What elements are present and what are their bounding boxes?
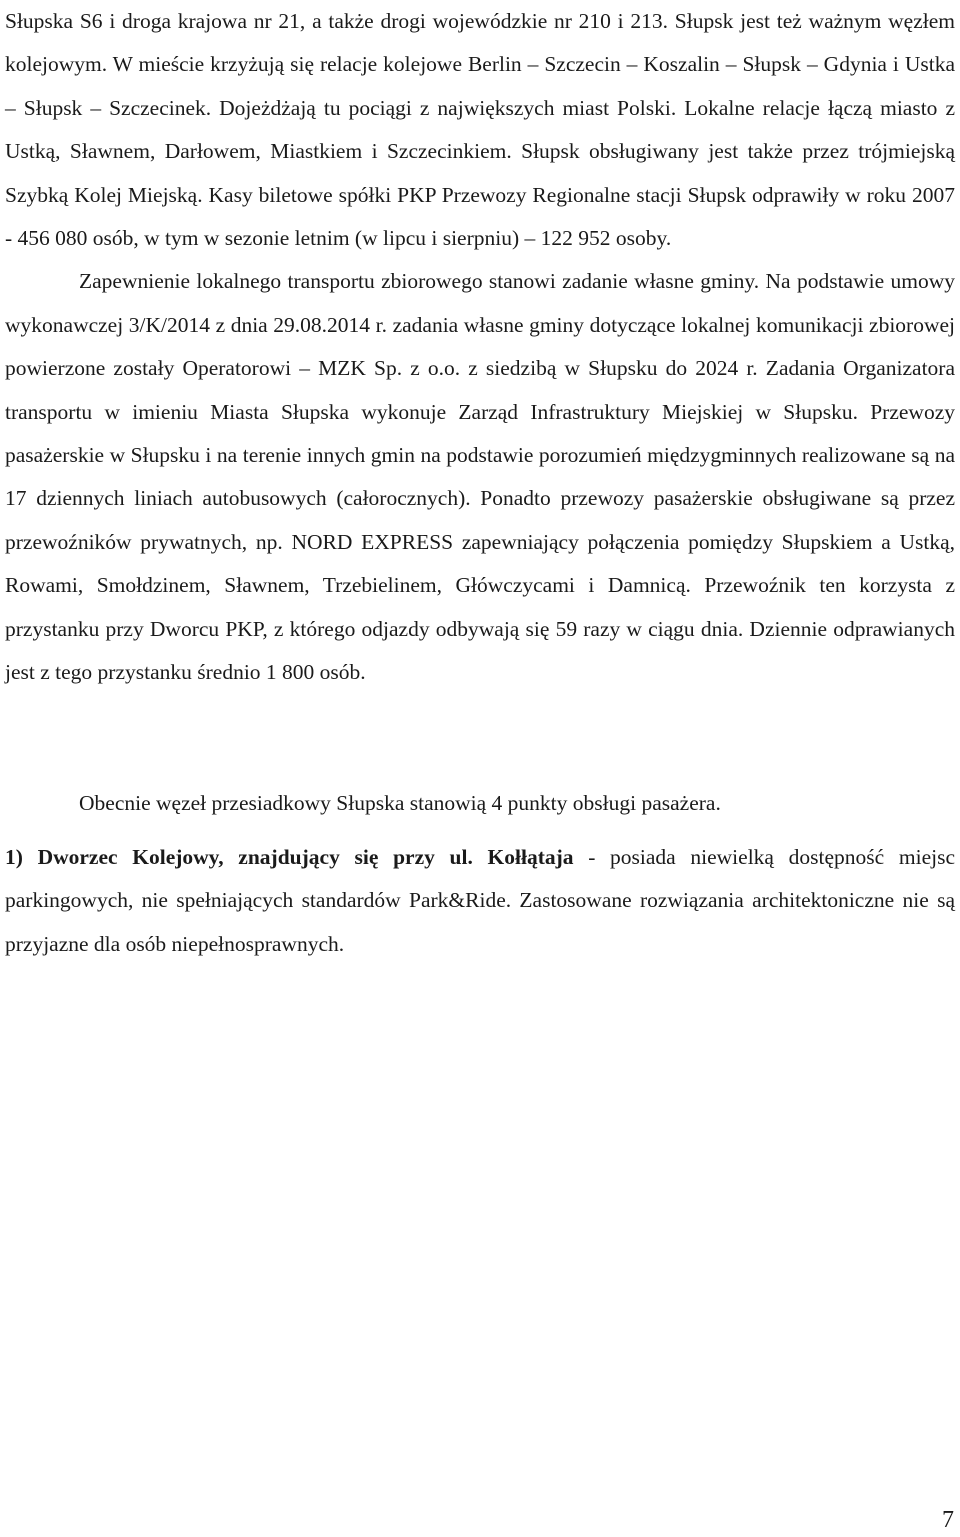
paragraph-spacer: [5, 695, 955, 782]
document-page: [5, 0, 955, 966]
list-item-railway-station: [5, 836, 955, 966]
list-item-text: - posiada niewielką dostępność miejsc parkingowych, nie spełniających standardów Park&Ride. Zastosowane rozwiązania architektoniczne nie są przyjazne dla osób niepełnosprawnych.: [5, 844, 955, 956]
paragraph-local-transport: Zapewnienie lokalnego transportu zbiorowego stanowi zadanie własne gminy. Na podstawie umowy wykonawczej 3/K/2014 z dnia 29.08.2014 r. zadania własne gminy dotyczące lokalnej komunikacji zbiorowej powierzone zostały Operatorowi – MZK Sp. z o.o. z siedzibą w Słupsku do 2024 r. Zadania Organizatora transportu w imieniu Miasta Słupska wykonuje Zarząd Infrastruktury Miejskiej w Słupsku. Przewozy pasażerskie w Słupsku i na terenie innych gmin na podstawie porozumień międzygminnych realizowane są na 17 dziennych liniach autobusowych (całorocznych). Ponadto przewozy pasażerskie obsługiwane są przez przewoźników prywatnych, np. NORD EXPRESS zapewniający połączenia pomiędzy Słupskiem a Ustką, Rowami, Smołdzinem, Sławnem, Trzebielinem, Główczycami i Damnicą. Przewoźnik ten korzysta z przystanku przy Dworcu PKP, z którego odjazdy odbywają się 59 razy w ciągu dnia. Dziennie odprawianych jest z tego przystanku średnio 1 800 osób.: [5, 269, 955, 685]
page-number: 7: [942, 1507, 954, 1533]
paragraph-transport-rail: Słupska S6 i droga krajowa nr 21, a także drogi wojewódzkie nr 210 i 213. Słupsk jest też ważnym węzłem kolejowym. W mieście krzyżują się relacje kolejowe Berlin – Szczecin – Koszalin – Słupsk – Gdynia i Ustka – Słupsk – Szczecinek. Dojeżdżają tu pociągi z największych miast Polski. Lokalne relacje łączą miasto z Ustką, Sławnem, Darłowem, Miastkiem i Szczecinkiem. Słupsk obsługiwany jest także przez trójmiejską Szybką Kolej Miejską. Kasy biletowe spółki PKP Przewozy Regionalne stacji Słupsk odprawiły w roku 2007 - 456 080 osób, w tym w sezonie letnim (w lipcu i sierpniu) – 122 952 osoby.: [5, 9, 955, 251]
list-item-heading: 1) Dworzec Kolejowy, znajdujący się przy ul. Kołłątaja: [5, 844, 574, 869]
paragraph-transfer-node: Obecnie węzeł przesiadkowy Słupska stanowią 4 punkty obsługi pasażera.: [79, 790, 721, 815]
